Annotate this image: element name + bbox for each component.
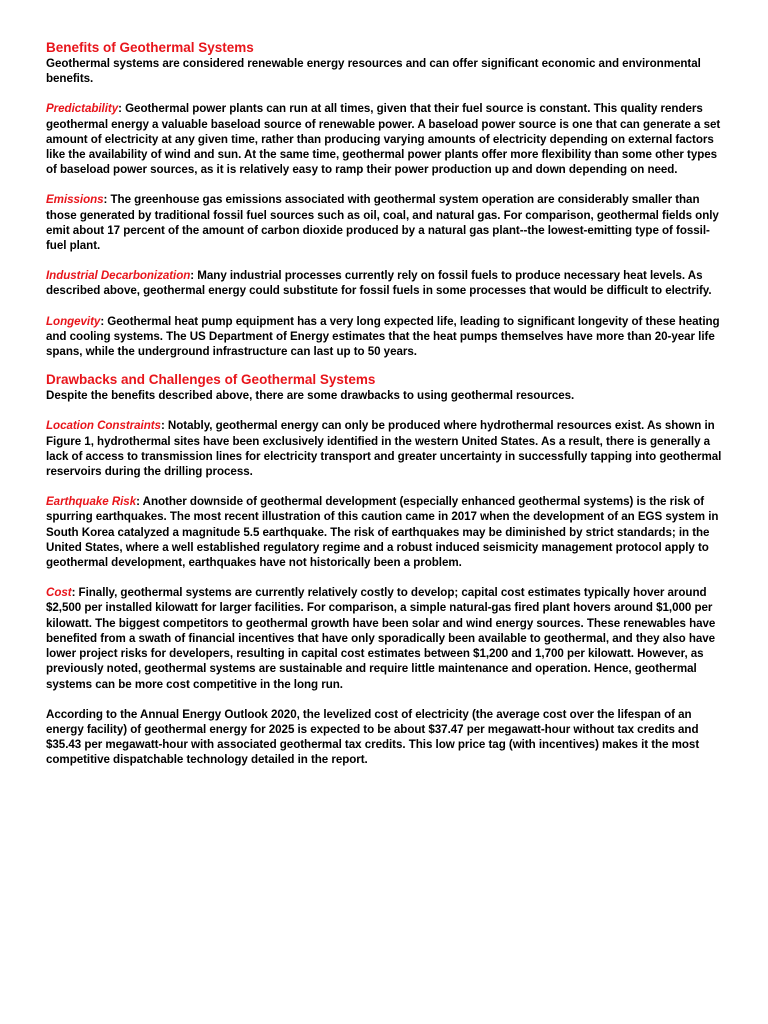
closing-paragraph: According to the Annual Energy Outlook 2020, the levelized cost of electricity (the average cost over the lifespan of an energy facility) of geothermal energy for 2025 is expected to be about $37.47 per megawatt-hour without tax credits and $35.43 per megawatt-hour with associated geothermal tax credits. This low price tag (with incentives) makes it the most competitive dispatchable technology detailed in the report. bbox=[46, 707, 700, 767]
drawback-text: : Notably, geothermal energy can only be produced where hydrothermal resources exist. As shown in Figure 1, hydrothermal sites have been exclusively identified in the western United States. As a result, there is generally a lack of access to transmission lines for electricity transport and greater uncertainty in successfully tapping into geothermal reservoirs during the drilling process. bbox=[46, 419, 722, 479]
benefit-label: Predictability bbox=[46, 102, 119, 116]
drawback-cost bbox=[46, 585, 726, 691]
drawbacks-heading: Drawbacks and Challenges of Geothermal Systems bbox=[46, 372, 376, 388]
benefit-emissions bbox=[46, 192, 726, 253]
drawback-text: : Finally, geothermal systems are currently relatively costly to develop; capital cost estimates typically hover around $2,500 per installed kilowatt for larger facilities. For comparison, a simple natural-gas fired plant hovers around $1,000 per kilowatt. The biggest competitors to geothermal growth have been solar and wind energy sources. These renewables have benefited from a swath of financial incentives that have only sporadically been available to geothermal, and they also have lower project risks for developers, resulting in capital cost estimates between $1,200 and 1,700 per kilowatt. However, as previously noted, geothermal systems are sustainable and require little maintenance and operation. Hence, geothermal systems can be more cost competitive in the long run. bbox=[46, 586, 716, 691]
drawback-label: Cost bbox=[46, 586, 72, 600]
benefit-label: Industrial Decarbonization bbox=[46, 269, 191, 283]
benefit-text: : The greenhouse gas emissions associated with geothermal system operation are considerably smaller than those generated by traditional fossil fuel sources such as oil, coal, and natural gas. For comparison, geothermal fields only emit about 17 percent of the amount of carbon dioxide produced by a natural gas plant--the lowest-emitting type of fossil-fuel plant. bbox=[46, 193, 719, 253]
benefit-predictability bbox=[46, 101, 726, 177]
benefit-text: : Many industrial processes currently rely on fossil fuels to produce necessary heat levels. As described above, geothermal energy could substitute for fossil fuels in some processes that would be difficult to electrify. bbox=[46, 269, 712, 298]
benefits-intro: Geothermal systems are considered renewable energy resources and can offer significant economic and environmental benefits. bbox=[46, 57, 701, 86]
benefit-label: Longevity bbox=[46, 314, 101, 328]
drawback-location-constraints bbox=[46, 418, 726, 479]
document-page bbox=[46, 40, 726, 783]
benefits-heading: Benefits of Geothermal Systems bbox=[46, 40, 254, 55]
drawback-label: Earthquake Risk bbox=[46, 495, 137, 509]
benefit-text: : Geothermal power plants can run at all times, given that their fuel source is constant. This quality renders geothermal energy a valuable baseload source of renewable power. A baseload power source is one that can generate a set amount of electricity at any given time, rather than producing varying amounts of electricity depending on external factors like the availability of wind and sun. At the same time, geothermal power plants offer more flexibility than some other types of baseload power sources, as it is relatively easy to ramp their power production up and down depending on need. bbox=[46, 102, 721, 177]
drawback-label: Location Constraints bbox=[46, 419, 161, 433]
benefit-longevity bbox=[46, 314, 726, 360]
drawbacks-intro: Despite the benefits described above, there are some drawbacks to using geothermal resources. bbox=[46, 389, 575, 403]
benefit-label: Emissions bbox=[46, 193, 104, 207]
drawback-earthquake-risk bbox=[46, 494, 726, 570]
benefit-text: : Geothermal heat pump equipment has a very long expected life, leading to significant longevity of these heating and cooling systems. The US Department of Energy estimates that the heat pumps themselves have more than 20-year life spans, while the underground infrastructure can last up to 50 years. bbox=[46, 314, 720, 359]
benefit-industrial-decarbonization bbox=[46, 268, 726, 298]
drawback-text: : Another downside of geothermal development (especially enhanced geothermal systems) is the risk of spurring earthquakes. The most recent illustration of this caution came in 2017 when the development of an EGS system in South Korea catalyzed a magnitude 5.5 earthquake. The risk of earthquakes may be diminished by strict standards; in the United States, where a well established regulatory regime and a robust induced seismicity management protocol apply to geothermal development, earthquakes have not historically been a problem. bbox=[46, 495, 719, 570]
